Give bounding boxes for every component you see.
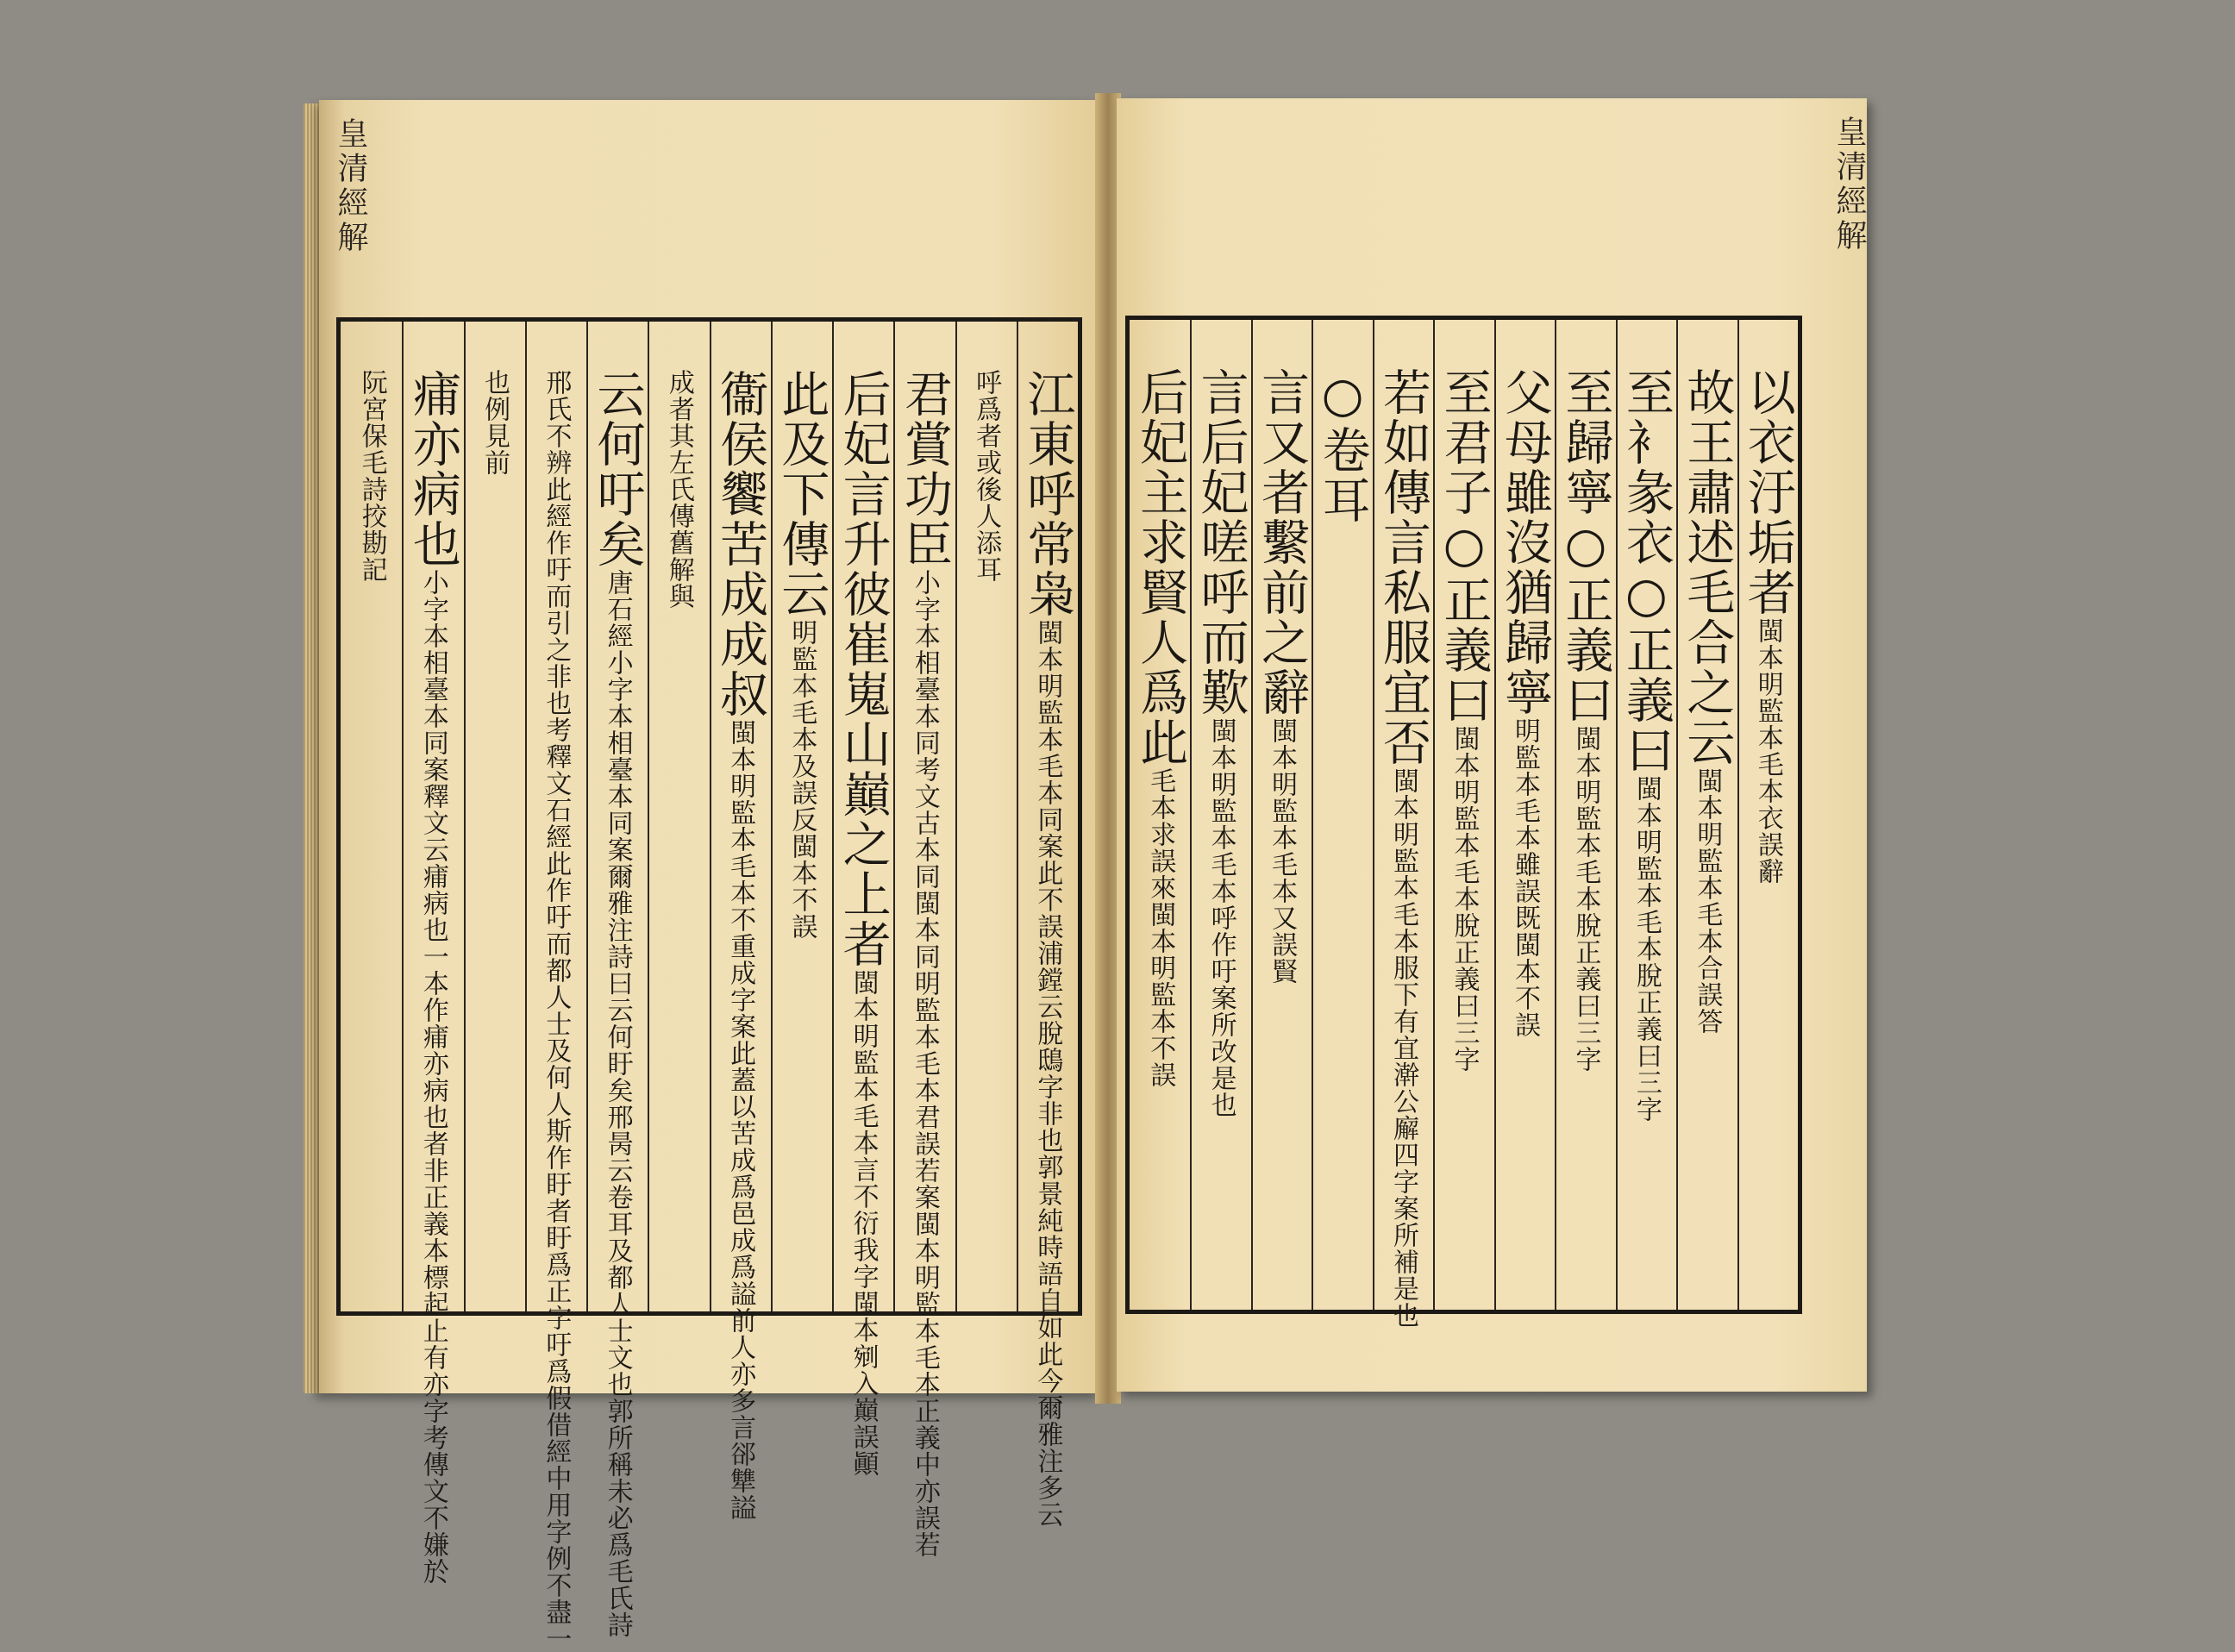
text-column bbox=[833, 369, 893, 1477]
text-column bbox=[1434, 367, 1494, 1073]
main-text: 至歸寧○正義曰 bbox=[1557, 367, 1614, 725]
main-text: 故王肅述毛合之云 bbox=[1679, 367, 1736, 767]
main-text: 言后妃嗟呼而歎 bbox=[1193, 367, 1249, 717]
annotation-text: 閩本明監本毛本不重成字案此蓋以苦成爲邑成爲謚前人亦多言郤犨謚 bbox=[725, 719, 756, 1521]
text-column bbox=[341, 369, 402, 583]
column-rule bbox=[402, 322, 404, 1311]
annotation-text: 閩本明監本毛本脫正義曰三字 bbox=[1449, 725, 1480, 1073]
column-rule bbox=[1190, 320, 1192, 1310]
column-rule bbox=[464, 322, 466, 1311]
text-column bbox=[1017, 369, 1077, 1528]
column-rule bbox=[1494, 320, 1496, 1310]
annotation-text: 閩本明監本毛本又誤賢 bbox=[1267, 717, 1298, 985]
main-text: 以衣汙垢者 bbox=[1739, 367, 1796, 617]
main-text: 此及下傳云 bbox=[773, 369, 830, 619]
annotation-text: 呼爲者或後人添耳 bbox=[971, 369, 1002, 583]
annotation-text: 閩本明監本毛本衣誤辭 bbox=[1752, 617, 1783, 885]
main-text: 至衤彖衣○正義曰 bbox=[1618, 367, 1675, 775]
annotation-text: 也例見前 bbox=[479, 369, 510, 476]
text-column bbox=[1251, 367, 1312, 985]
column-rule bbox=[893, 322, 895, 1311]
column-rule bbox=[1433, 320, 1435, 1310]
right-text-frame bbox=[1125, 316, 1802, 1329]
column-rule bbox=[1017, 322, 1018, 1311]
column-rule bbox=[1737, 320, 1739, 1310]
column-rule bbox=[1251, 320, 1253, 1310]
left-text-frame bbox=[336, 317, 1082, 1652]
text-column bbox=[955, 369, 1016, 583]
annotation-text: 閩本明監本毛本合誤答 bbox=[1692, 767, 1723, 1035]
main-text: 衞侯饗苦成成叔 bbox=[712, 369, 769, 719]
annotation-text: 明監本毛本及誤反閩本不誤 bbox=[786, 619, 817, 940]
text-column bbox=[1494, 367, 1555, 1038]
text-column bbox=[894, 369, 955, 1558]
column-rule bbox=[1616, 320, 1618, 1310]
text-column bbox=[1312, 367, 1373, 525]
annotation-text: 閩本明監本毛本脫正義曰三字 bbox=[1631, 775, 1662, 1123]
column-rule bbox=[525, 322, 527, 1311]
annotation-text: 小字本相臺本同考文古本同閩本同明監本毛本君誤若案閩本明監本毛本正義中亦誤若 bbox=[909, 569, 940, 1558]
main-text: 至君子○正義曰 bbox=[1436, 367, 1493, 725]
text-column bbox=[1191, 367, 1251, 1118]
text-column bbox=[648, 369, 709, 610]
annotation-text: 唐石經小字本相臺本同案爾雅注詩曰云何盱矣邢昺云卷耳及都人士文也郭所稱未必爲毛氏詩 bbox=[602, 569, 633, 1638]
column-rule bbox=[955, 322, 957, 1311]
main-text: 痡亦病也 bbox=[404, 369, 461, 569]
right-page bbox=[1117, 98, 1867, 1392]
main-text: ○卷耳 bbox=[1314, 367, 1371, 525]
text-column bbox=[587, 369, 648, 1638]
main-text: 后妃主求賢人爲此 bbox=[1132, 367, 1189, 767]
column-rule bbox=[1676, 320, 1678, 1310]
annotation-text: 閩本明監本毛本同案此不誤浦鏜云脫鴟字非也郭景純時語自如此今爾雅注多云 bbox=[1032, 619, 1063, 1528]
main-text: 江東呼常枭 bbox=[1019, 369, 1076, 619]
annotation-text: 成者其左氏傳舊解與 bbox=[663, 369, 694, 610]
annotation-text: 小字本相臺本同案釋文云痡病也一本作痡亦病也者非正義本標起止有亦字考傳文不嫌於 bbox=[417, 569, 448, 1585]
text-column bbox=[1676, 367, 1737, 1035]
column-rule bbox=[1555, 320, 1556, 1310]
annotation-text: 閩本明監本毛本服下有宜澣公廨四字案所補是也 bbox=[1388, 767, 1419, 1329]
column-rule bbox=[832, 322, 834, 1311]
main-text: 后妃言升彼崔嵬山巔之上者 bbox=[835, 369, 892, 969]
main-text: 父母雖沒猶歸寧 bbox=[1496, 367, 1553, 717]
annotation-text: 閩本明監本毛本言不衍我字閩本剜入巔誤顚 bbox=[848, 969, 879, 1477]
open-book bbox=[319, 93, 1871, 1652]
main-text: 君賞功臣 bbox=[896, 369, 953, 569]
annotation-text: 閩本明監本毛本脫正義曰三字 bbox=[1570, 725, 1601, 1073]
text-column bbox=[1555, 367, 1615, 1073]
column-rule bbox=[1373, 320, 1374, 1310]
right-banxin: 皇清經解 bbox=[1831, 116, 1867, 253]
text-column bbox=[525, 369, 585, 1652]
column-rule bbox=[771, 322, 773, 1311]
column-rule bbox=[648, 322, 649, 1311]
annotation-text: 邢氏不辨此經作吁而引之非也考釋文石經此作吁而都人士及何人斯作盱者盱爲正字吁爲假借經中用字例不盡一 bbox=[541, 369, 572, 1652]
main-text: 云何吁矣 bbox=[589, 369, 646, 569]
annotation-text: 明監本毛本雖誤既閩本不誤 bbox=[1509, 717, 1540, 1038]
column-rule bbox=[1312, 320, 1313, 1310]
text-column bbox=[710, 369, 770, 1521]
main-text: 言又者繫前之辭 bbox=[1254, 367, 1311, 717]
column-rule bbox=[586, 322, 588, 1311]
main-text: 若如傳言私服宜否 bbox=[1375, 367, 1432, 767]
annotation-text: 阮宮保毛詩挍勘記 bbox=[356, 369, 387, 583]
text-column bbox=[464, 369, 524, 476]
left-banxin: 皇清經解 bbox=[333, 117, 368, 255]
text-column bbox=[1130, 367, 1190, 1088]
left-page bbox=[319, 100, 1099, 1652]
text-column bbox=[1737, 367, 1798, 885]
text-column bbox=[1616, 367, 1676, 1123]
text-column bbox=[771, 369, 831, 940]
text-column bbox=[1373, 367, 1433, 1329]
column-rule bbox=[710, 322, 711, 1311]
annotation-text: 毛本求誤來閩本明監本不誤 bbox=[1145, 767, 1176, 1088]
annotation-text: 閩本明監本毛本呼作吁案所改是也 bbox=[1205, 717, 1236, 1118]
text-column bbox=[403, 369, 463, 1585]
